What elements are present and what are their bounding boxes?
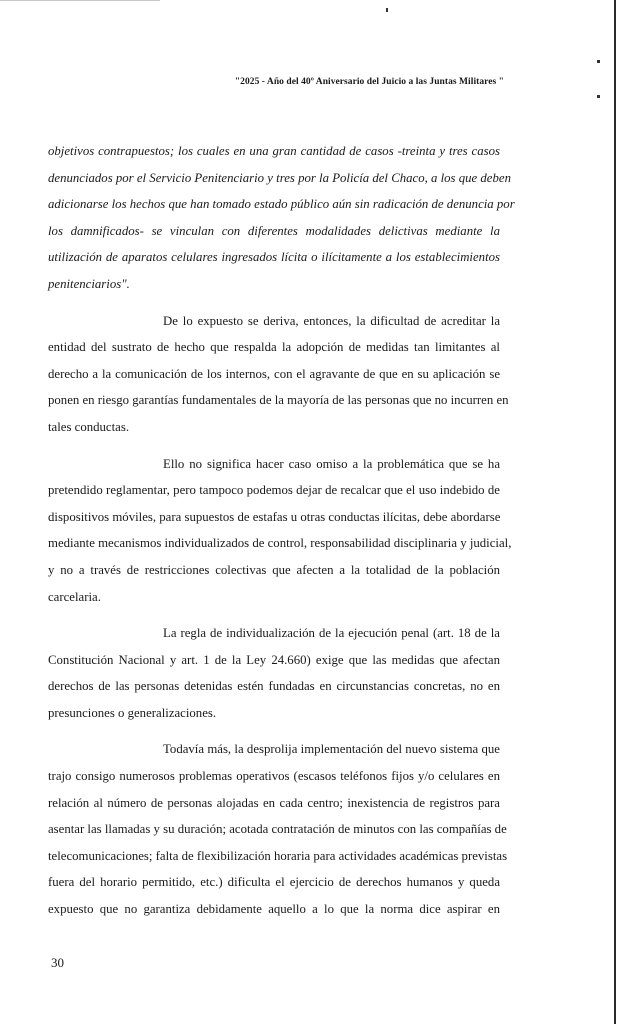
text-line: fuera del horario permitido, etc.) dificulta el ejercicio de derechos humanos y queda — [48, 875, 500, 890]
text-line: adicionarse los hechos que han tomado estado público aún sin radicación de denuncia por — [48, 197, 515, 212]
text-line: ponen en riesgo garantías fundamentales de la mayoría de las personas que no incurren en — [48, 393, 509, 408]
text-line: relación al número de personas alojadas en cada centro; inexistencia de registros para — [48, 795, 500, 810]
text-line: telecomunicaciones; falta de flexibilización horaria para actividades académicas previstas — [48, 848, 508, 863]
page-number: 30 — [51, 955, 64, 970]
text-line: De lo expuesto se deriva, entonces, la dificultad de acreditar la — [163, 313, 500, 328]
paragraph — [48, 736, 508, 922]
text-line: Todavía más, la desprolija implementación del nuevo sistema que — [163, 742, 500, 757]
text-line: tales conductas. — [48, 419, 130, 434]
text-line: penitenciarios". — [48, 276, 130, 291]
text-line: los damnificados- se vinculan con diferentes modalidades delictivas mediante la — [48, 223, 500, 238]
paragraph — [48, 308, 509, 441]
page-edge-shadow — [614, 0, 616, 1024]
text-line: La regla de individualización de la ejecución penal (art. 18 de la — [163, 626, 500, 641]
text-line: Constitución Nacional y art. 1 de la Ley 24.660) exige que las medidas que afectan — [48, 652, 500, 667]
paragraph — [48, 620, 500, 726]
text-line: presunciones o generalizaciones. — [48, 705, 217, 720]
text-line: utilización de aparatos celulares ingresados lícita o ilícitamente a los establecimientos — [48, 250, 500, 265]
paragraph — [48, 451, 512, 611]
text-line: y no a través de restricciones colectivas que afecten a la totalidad de la población — [48, 562, 500, 577]
text-line: Ello no significa hacer caso omiso a la problemática que se ha — [163, 456, 500, 471]
text-line: expuesto que no garantiza debidamente aquello a lo que la norma dice aspirar en — [48, 902, 500, 917]
document-header: "2025 - Año del 40º Aniversario del Juicio a las Juntas Militares " — [234, 77, 504, 87]
text-line: entidad del sustrato de hecho que respalda la adopción de medidas tan limitantes al — [48, 340, 500, 355]
paragraph-gap — [48, 441, 500, 451]
text-line: dispositivos móviles, para supuestos de estafas u otras conductas ilícitas, debe abordarse — [48, 509, 501, 524]
scan-speck — [386, 8, 388, 12]
text-line: asentar las llamadas y su duración; acotada contratación de minutos con las compañías de — [48, 822, 507, 837]
text-line: denunciados por el Servicio Penitenciario y tres por la Policía del Chaco, a los que deben — [48, 170, 511, 185]
scan-artifact-line — [0, 0, 160, 1]
text-line: mediante mecanismos individualizados de control, responsabilidad disciplinaria y judicial, — [48, 536, 512, 551]
text-line: derechos de las personas detenidas estén fundadas en circunstancias concretas, no en — [48, 679, 500, 694]
paragraph-gap — [48, 610, 500, 620]
scan-speck — [597, 95, 600, 98]
text-line: pretendido reglamentar, pero tampoco podemos dejar de recalcar que el uso indebido de — [48, 483, 500, 498]
scan-speck — [597, 60, 600, 63]
paragraph-gap — [48, 726, 500, 736]
text-line: carcelaria. — [48, 589, 101, 604]
text-line: derecho a la comunicación de los internos, con el agravante de que en su aplicación se — [48, 366, 500, 381]
document-body — [48, 138, 515, 923]
paragraph-gap — [48, 298, 500, 308]
paragraph — [48, 138, 515, 298]
text-line: objetivos contrapuestos; los cuales en una gran cantidad de casos -treinta y tres casos — [48, 144, 500, 158]
text-line: trajo consigo numerosos problemas operativos (escasos teléfonos fijos y/o celulares en — [48, 769, 500, 784]
